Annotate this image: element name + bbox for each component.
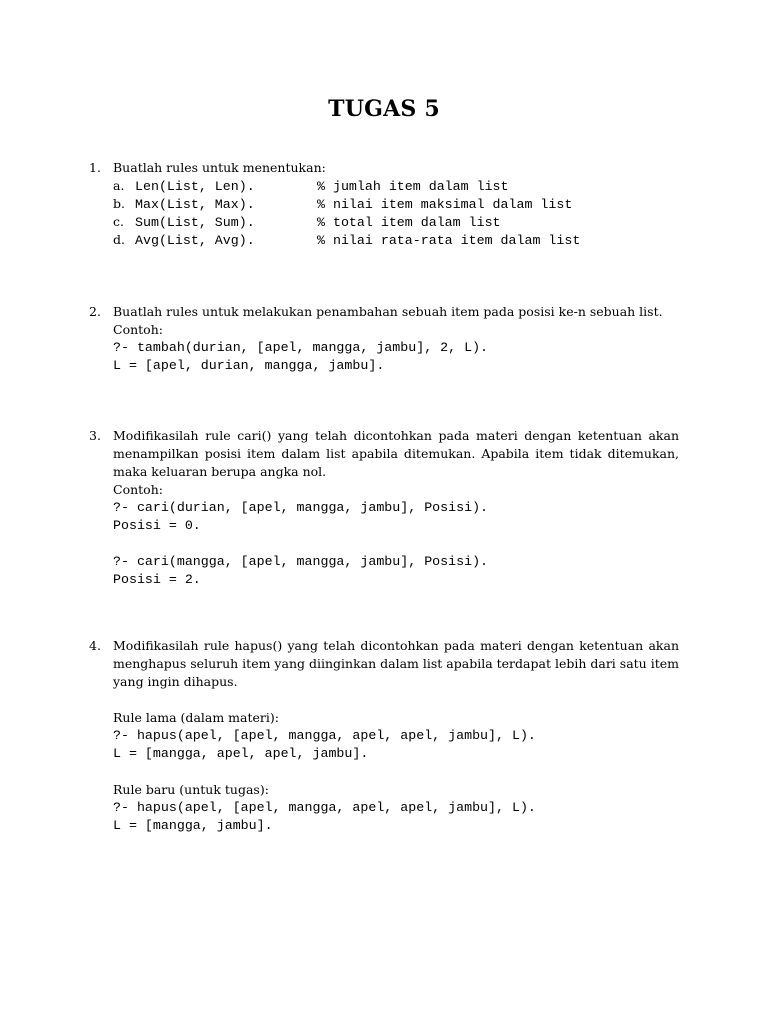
question-intro: Modifikasilah rule hapus() yang telah dicontohkan pada materi dengan ketentuan akan menghapus seluruh item yang diinginkan dalam list apabila terdapat lebih dari satu item yang ingin dihapus. xyxy=(113,638,679,689)
list-item xyxy=(113,213,679,231)
page-title: TUGAS 5 xyxy=(328,96,440,122)
code-query: ?- hapus(apel, [apel, mangga, apel, apel, jambu], L). xyxy=(113,800,536,815)
example-label: Contoh: xyxy=(113,322,163,337)
question-body xyxy=(113,159,679,249)
code-query: ?- hapus(apel, [apel, mangga, apel, apel, jambu], L). xyxy=(113,728,536,743)
code-result: Posisi = 2. xyxy=(113,572,201,587)
question-body xyxy=(113,637,679,835)
example-label: Contoh: xyxy=(113,482,163,497)
code-result: L = [apel, durian, mangga, jambu]. xyxy=(113,358,385,373)
list-item-letter: c. xyxy=(113,214,124,229)
question-intro: Buatlah rules untuk menentukan: xyxy=(113,160,326,175)
old-rule-label: Rule lama (dalam materi): xyxy=(113,710,279,725)
question-intro: Modifikasilah rule cari() yang telah dicontohkan pada materi dengan ketentuan akan menampilkan posisi item dalam list apabila ditemukan. Apabila item tidak ditemukan, maka keluaran berupa angka nol. xyxy=(113,428,679,479)
code-query: ?- cari(durian, [apel, mangga, jambu], Posisi). xyxy=(113,500,489,515)
spacer xyxy=(113,763,679,781)
new-rule-label: Rule baru (untuk tugas): xyxy=(113,782,269,797)
list-item-letter: d. xyxy=(113,232,125,247)
list-item-letter: a. xyxy=(113,178,125,193)
question-number: 4. xyxy=(89,638,101,653)
spacer xyxy=(113,691,679,709)
question-body xyxy=(113,303,679,375)
rule-comment: % nilai item maksimal dalam list xyxy=(317,197,573,212)
code-query: ?- tambah(durian, [apel, mangga, jambu], 2, L). xyxy=(113,340,489,355)
rule-signature: Len(List, Len). xyxy=(135,179,255,194)
question-intro: Buatlah rules untuk melakukan penambahan sebuah item pada posisi ke-n sebuah list. xyxy=(113,304,663,319)
rule-signature: Avg(List, Avg). xyxy=(135,233,255,248)
list-item xyxy=(113,231,679,249)
rule-signature: Sum(List, Sum). xyxy=(135,215,255,230)
question-number: 2. xyxy=(89,304,101,319)
question-number: 3. xyxy=(89,428,101,443)
code-result: Posisi = 0. xyxy=(113,518,201,533)
question-body xyxy=(113,427,679,589)
list-item-letter: b. xyxy=(113,196,125,211)
rule-comment: % nilai rata-rata item dalam list xyxy=(317,233,581,248)
code-result: L = [mangga, apel, apel, jambu]. xyxy=(113,746,369,761)
list-item xyxy=(113,177,679,195)
code-result: L = [mangga, jambu]. xyxy=(113,818,273,833)
rule-comment: % total item dalam list xyxy=(317,215,501,230)
spacer xyxy=(113,535,679,553)
list-item xyxy=(113,195,679,213)
rule-comment: % jumlah item dalam list xyxy=(317,179,509,194)
question-number: 1. xyxy=(89,160,101,175)
rule-signature: Max(List, Max). xyxy=(135,197,255,212)
code-query: ?- cari(mangga, [apel, mangga, jambu], Posisi). xyxy=(113,554,489,569)
